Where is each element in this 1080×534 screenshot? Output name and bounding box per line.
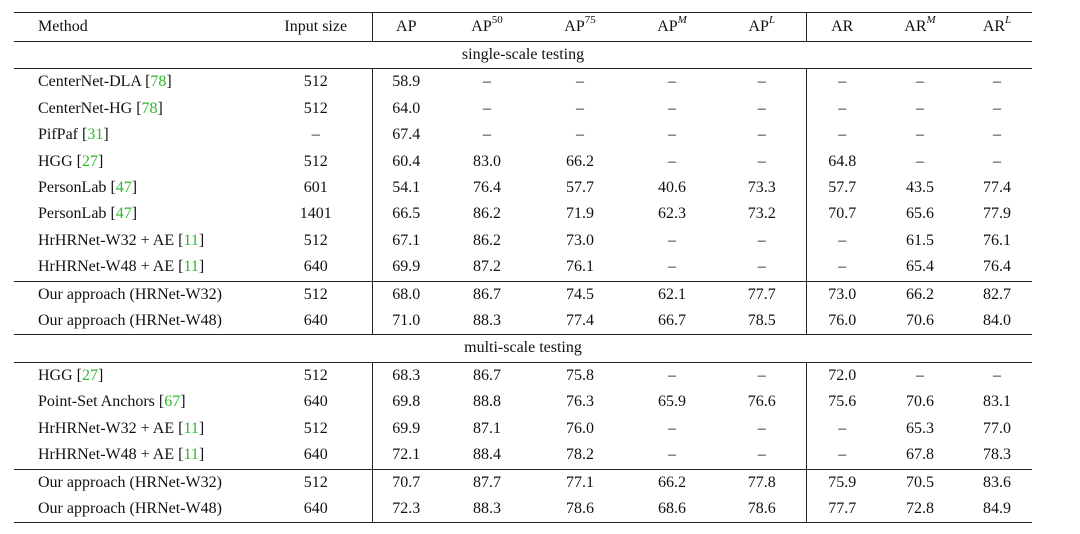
table-row [14,308,1032,335]
column-header-label: AR [904,18,927,35]
citation-link[interactable]: 11 [183,258,199,276]
value-cell: 77.1 [566,473,594,491]
value-cell: – [668,366,676,384]
value-cell: 72.0 [828,366,857,384]
value-cell: 68.6 [658,499,686,517]
table-row [14,416,1032,442]
column-header-label: AP [471,18,492,35]
value-cell: 61.5 [906,231,934,249]
method-name: PersonLab [38,179,107,197]
value-cell: 512 [260,149,372,175]
value-cell: 84.9 [983,499,1011,517]
method-name: HrHRNet-W48 + AE [38,258,179,276]
value-cell: 72.8 [906,499,934,517]
section-header-row [14,42,1032,69]
method-cell: PifPaf [31] [38,126,109,144]
value-cell: 78.5 [718,308,806,335]
value-cell: 65.6 [906,205,934,223]
value-cell: 83.0 [473,152,501,170]
value-cell: 640 [260,308,372,335]
value-cell: 640 [260,442,372,469]
method-cell: CenterNet-DLA [78] [38,73,172,91]
value-cell: 78.2 [566,446,594,464]
value-cell: 640 [260,254,372,281]
value-cell: 512 [260,228,372,254]
column-header-3 [440,13,534,42]
value-cell: 87.7 [473,473,501,491]
value-cell: – [668,73,676,91]
value-cell: 512 [260,281,372,308]
value-cell: – [838,73,847,91]
value-cell: – [916,73,924,91]
value-cell: – [993,99,1001,117]
method-name: Our approach (HRNet-W32) [38,473,222,491]
column-header-label: AP [748,18,769,35]
method-cell: CenterNet-HG [78] [38,99,163,117]
citation-link[interactable]: 78 [150,73,167,91]
column-header-label: AP [657,18,678,35]
method-name: Our approach (HRNet-W48) [38,312,222,330]
value-cell: – [916,152,924,170]
table-row [14,442,1032,469]
column-header-4 [534,13,626,42]
column-header-label: Method [38,18,88,35]
value-cell: 57.7 [828,179,857,197]
value-cell: 73.0 [566,231,594,249]
value-cell: 512 [260,416,372,442]
value-cell: 65.9 [658,393,686,411]
method-name: PifPaf [38,126,78,144]
method-name: HGG [38,366,73,384]
method-cell: HrHRNet-W48 + AE [11] [38,446,205,464]
value-cell: 40.6 [658,179,686,197]
value-cell: 70.5 [906,473,934,491]
value-cell: – [718,96,806,122]
value-cell: 66.2 [906,285,934,303]
method-cell [14,496,260,523]
value-cell: – [916,99,924,117]
value-cell: – [916,126,924,144]
value-cell: 66.5 [392,205,421,223]
value-cell: 76.1 [983,231,1011,249]
value-cell: 62.1 [658,285,686,303]
section-title: single-scale testing [461,46,585,63]
value-cell: – [838,231,847,249]
value-cell: 70.7 [392,473,421,491]
value-cell: 86.7 [473,285,501,303]
column-header-5 [626,13,718,42]
value-cell: 67.4 [392,126,421,144]
value-cell: – [668,99,676,117]
method-cell: PersonLab [47] [38,205,138,223]
value-cell: 64.8 [828,152,857,170]
method-cell: HGG [27] [38,366,104,384]
method-cell [14,469,260,496]
table-row [14,254,1032,281]
value-cell: 86.2 [473,205,501,223]
method-cell: Point-Set Anchors [67] [38,393,186,411]
value-cell: – [838,446,847,464]
value-cell: 57.7 [566,179,594,197]
section-title: multi-scale testing [464,339,582,357]
column-header-label: Input size [284,18,348,35]
column-header-0 [14,13,260,42]
value-cell: – [718,69,806,96]
citation-link[interactable]: 11 [183,231,199,249]
value-cell: 75.9 [828,473,857,491]
column-header-label: AR [982,18,1006,35]
value-cell: 70.7 [828,205,857,223]
column-header-2 [372,13,440,42]
value-cell: 77.4 [983,179,1011,197]
value-cell: 77.8 [718,469,806,496]
value-cell: – [993,152,1001,170]
table-row [14,389,1032,415]
value-cell: 512 [260,96,372,122]
value-cell: 78.3 [983,446,1011,464]
results-table [14,12,1032,523]
value-cell: – [718,149,806,175]
value-cell: 76.4 [983,258,1011,276]
value-cell: – [483,126,491,144]
value-cell: – [718,254,806,281]
value-cell: 76.1 [566,258,594,276]
table-row [14,201,1032,227]
value-cell: – [576,126,584,144]
value-cell: – [483,73,491,91]
value-cell: 87.2 [473,258,501,276]
value-cell: 69.9 [392,258,421,276]
citation-link[interactable]: 78 [141,99,158,117]
value-cell: – [838,258,847,276]
value-cell: 86.2 [473,231,501,249]
header-row [14,13,1032,42]
section-header-row [14,335,1032,362]
value-cell: 84.0 [983,312,1011,330]
value-cell: 83.1 [983,393,1011,411]
value-cell: 74.5 [566,285,594,303]
value-cell: 66.2 [566,152,594,170]
citation-link[interactable]: 47 [115,179,132,197]
method-cell [14,308,260,335]
value-cell: – [668,446,676,464]
value-cell: 62.3 [658,205,686,223]
column-header-7 [806,13,878,42]
value-cell: – [576,99,584,117]
table-row [14,281,1032,308]
value-cell: – [838,99,847,117]
value-cell: 58.9 [392,73,421,91]
value-cell: 72.1 [392,446,421,464]
citation-link[interactable]: 11 [183,446,199,464]
value-cell: 75.8 [566,366,594,384]
table-body [14,42,1032,523]
value-cell: 82.7 [983,285,1011,303]
value-cell: 43.5 [906,179,934,197]
value-cell: 512 [260,69,372,96]
value-cell: – [993,366,1001,384]
value-cell: 86.7 [473,366,501,384]
value-cell: – [993,126,1001,144]
value-cell: 76.6 [718,389,806,415]
value-cell: 78.6 [718,496,806,523]
value-cell: 76.0 [566,419,594,437]
column-header-superscript: 50 [491,13,503,26]
value-cell: 512 [260,469,372,496]
value-cell: 60.4 [392,152,421,170]
method-name: CenterNet-DLA [38,73,142,91]
method-cell: HrHRNet-W32 + AE [11] [38,231,205,249]
value-cell: 88.3 [473,499,501,517]
method-name: Point-Set Anchors [38,393,155,411]
value-cell: – [838,126,847,144]
table-row [14,362,1032,389]
value-cell: 66.7 [658,312,686,330]
value-cell: – [483,99,491,117]
value-cell: 601 [260,175,372,201]
method-name: HrHRNet-W32 + AE [38,231,179,249]
value-cell: – [576,73,584,91]
method-name: PersonLab [38,205,107,223]
method-name: HrHRNet-W48 + AE [38,446,179,464]
table-row [14,69,1032,96]
value-cell: – [916,366,924,384]
table-row [14,175,1032,201]
citation-link[interactable]: 27 [82,152,98,170]
value-cell: – [718,122,806,148]
citation-link[interactable]: 67 [164,393,181,411]
value-cell: 65.4 [906,258,934,276]
value-cell: – [668,258,676,276]
method-cell [14,281,260,308]
citation-link[interactable]: 47 [115,205,132,223]
value-cell: 73.3 [718,175,806,201]
value-cell: 70.6 [906,393,934,411]
value-cell: – [260,122,372,148]
value-cell: – [993,73,1001,91]
value-cell: 76.0 [828,312,857,330]
value-cell: – [668,419,676,437]
value-cell: 54.1 [392,179,421,197]
column-header-1 [260,13,372,42]
value-cell: – [718,416,806,442]
method-name: HGG [38,152,73,170]
table-row [14,496,1032,523]
column-header-9 [962,13,1032,42]
table-row [14,122,1032,148]
value-cell: 68.3 [392,366,421,384]
value-cell: 67.1 [392,231,421,249]
value-cell: 75.6 [828,393,857,411]
value-cell: – [718,228,806,254]
value-cell: 66.2 [658,473,686,491]
value-cell: 640 [260,496,372,523]
value-cell: 88.3 [473,312,501,330]
value-cell: 87.1 [473,419,501,437]
method-name: HrHRNet-W32 + AE [38,419,179,437]
value-cell: – [718,362,806,389]
value-cell: 83.6 [983,473,1011,491]
value-cell: 73.2 [718,201,806,227]
method-cell: HrHRNet-W32 + AE [11] [38,419,205,437]
method-name: Our approach (HRNet-W32) [38,285,222,303]
value-cell: 88.4 [473,446,501,464]
value-cell: 71.9 [566,205,594,223]
column-header-superscript: M [677,13,687,26]
method-name: Our approach (HRNet-W48) [38,499,222,517]
value-cell: 76.3 [566,393,594,411]
value-cell: 69.8 [392,393,421,411]
value-cell: 77.9 [983,205,1011,223]
value-cell: 88.8 [473,393,501,411]
column-header-superscript: L [768,13,776,26]
value-cell: 640 [260,389,372,415]
column-header-6 [718,13,806,42]
value-cell: 77.7 [718,281,806,308]
column-header-8 [878,13,962,42]
value-cell: 67.8 [906,446,934,464]
value-cell: 73.0 [828,285,857,303]
method-cell: PersonLab [47] [38,179,138,197]
table-row [14,228,1032,254]
value-cell: 72.3 [392,499,421,517]
value-cell: 71.0 [392,312,421,330]
column-header-superscript: 75 [584,13,596,26]
value-cell: 69.9 [392,419,421,437]
citation-link[interactable]: 31 [87,126,104,144]
value-cell: – [838,419,847,437]
value-cell: 77.0 [983,419,1011,437]
value-cell: – [668,126,676,144]
value-cell: – [668,152,676,170]
table-row [14,149,1032,175]
value-cell: 70.6 [906,312,934,330]
value-cell: 76.4 [473,179,501,197]
value-cell: 64.0 [392,99,421,117]
method-cell: HrHRNet-W48 + AE [11] [38,258,205,276]
value-cell: – [718,442,806,469]
value-cell: 65.3 [906,419,934,437]
value-cell: 68.0 [392,285,421,303]
citation-link[interactable]: 11 [183,419,199,437]
value-cell: 1401 [260,201,372,227]
column-header-superscript: M [926,13,936,26]
value-cell: – [668,231,676,249]
column-header-label: AP [564,18,585,35]
value-cell: 77.7 [828,499,857,517]
citation-link[interactable]: 27 [82,366,98,384]
method-name: CenterNet-HG [38,99,133,117]
column-header-label: AR [831,18,854,35]
column-header-label: AP [396,18,417,35]
table-row [14,469,1032,496]
column-header-superscript: L [1005,13,1012,26]
value-cell: 78.6 [566,499,594,517]
value-cell: 77.4 [566,312,594,330]
value-cell: 512 [260,362,372,389]
method-cell: HGG [27] [38,152,104,170]
table-row [14,96,1032,122]
